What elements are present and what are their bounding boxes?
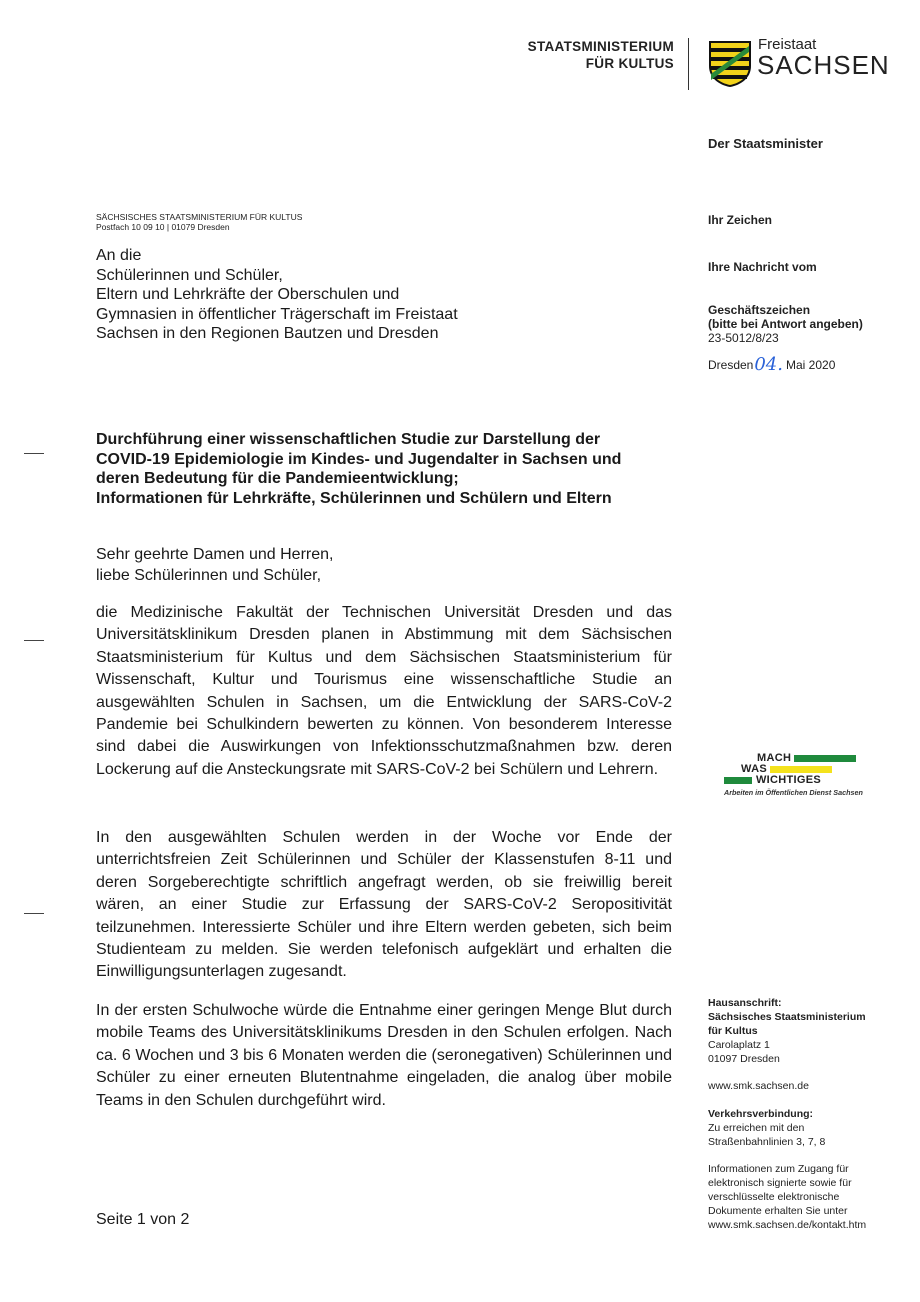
file-number-block bbox=[708, 303, 863, 345]
address-label: Hausanschrift: bbox=[708, 997, 782, 1009]
subject-line: Durchführung einer wissenschaftlichen Studie zur Darstellung der bbox=[96, 431, 601, 448]
ministry-line-2: FÜR KULTUS bbox=[585, 56, 674, 71]
recipient-address bbox=[96, 246, 458, 344]
green-bar-left bbox=[724, 777, 752, 784]
subject-line: COVID-19 Epidemiologie im Kindes- und Jugendalter in Sachsen und bbox=[96, 450, 622, 468]
body-paragraph-2: In den ausgewählten Schulen werden in der Woche vor Ende der unterrichtsfreien Zeit Schülerinnen und Schüler der Klassenstufen 8-11 und deren Sorgeberechtigte schriftlich angefragt werden, ob sie freiwillig bereit wären, an einer Studie zur Erfassung der SARS-CoV-2 Seropositivität teilzunehmen. Interessierte Schüler und ihre Eltern werden gebeten, sich beim Studienteam zu melden. Sie werden telefonisch aufgeklärt und erhalten die Einwilligungsunterlagen zugesandt. bbox=[96, 829, 672, 981]
letter-subject bbox=[96, 430, 686, 508]
org-line-2: für Kultus bbox=[708, 1025, 758, 1037]
body-paragraph-1: die Medizinische Fakultät der Technischen Universität Dresden und das Universitätsklinikum Dresden planen in Abstimmung mit dem Sächsischen Staatsministerium für Kultus und dem Sächsischen Staatsministerium für Wissenschaft, Kultur und Tourismus eine wissenschaftliche Studie an ausgewählten Schulen in Sachsen, um die Entwicklung der SARS-CoV-2 Pandemie bei Schulkindern bewerten zu können. Von besonderem Interesse sind dabei die Auswirkungen von Infektionsschutzmaßnahmen bzw. deren Lockerung auf die Ansteckungsrate mit SARS-CoV-2 bei Schülern und Lehrern. bbox=[96, 604, 672, 778]
recipient-line: An die bbox=[96, 247, 142, 264]
salutation-line-1: Sehr geehrte Damen und Herren, bbox=[96, 546, 334, 563]
header-divider bbox=[688, 38, 689, 90]
org-line-1: Sächsisches Staatsministerium bbox=[708, 1011, 866, 1023]
city: 01097 Dresden bbox=[708, 1053, 780, 1065]
info-line: Dokumente erhalten Sie unter bbox=[708, 1205, 848, 1217]
state-label-large: SACHSEN bbox=[757, 50, 890, 80]
campaign-word-1: MACH bbox=[757, 752, 792, 764]
fold-mark bbox=[24, 913, 44, 914]
yellow-bar bbox=[770, 766, 832, 773]
mach-was-wichtiges-logo bbox=[722, 752, 862, 800]
info-line: verschlüsselte elektronische bbox=[708, 1191, 840, 1203]
transport-label: Verkehrsverbindung: bbox=[708, 1108, 814, 1120]
green-bar bbox=[794, 755, 856, 762]
street: Carolaplatz 1 bbox=[708, 1039, 770, 1051]
transport-block bbox=[708, 1107, 908, 1149]
recipient-line: Gymnasien in öffentlicher Trägerschaft im Freistaat bbox=[96, 305, 458, 323]
date-month-year: Mai 2020 bbox=[786, 358, 836, 372]
recipient-line: Schülerinnen und Schüler, bbox=[96, 266, 283, 284]
recipient-line: Sachsen in den Regionen Bautzen und Dresden bbox=[96, 325, 439, 342]
electronic-access-info bbox=[708, 1162, 908, 1232]
fold-mark bbox=[24, 453, 44, 454]
file-number-label: Geschäftszeichen bbox=[708, 303, 811, 317]
ministry-name bbox=[528, 38, 674, 72]
transport-line-1: Zu erreichen mit den bbox=[708, 1122, 805, 1134]
postal-address-block bbox=[708, 996, 908, 1066]
body-paragraph-3: In der ersten Schulwoche würde die Entnahme einer geringen Menge Blut durch mobile Teams des Universitätsklinikums Dresden in den Schulen erfolgen. Nach ca. 6 Wochen und 3 bis 6 Monaten werden die (seronegativen) Schülerinnen und Schüler zu einer erneuten Blutentnahme eingeladen, die analog über mobile Teams in den Schulen durchgeführt wird. bbox=[96, 1002, 672, 1109]
campaign-tagline: Arbeiten im Öffentlichen Dienst Sachsen bbox=[724, 788, 863, 797]
file-number-hint: (bitte bei Antwort angeben) bbox=[708, 317, 863, 331]
salutation bbox=[96, 544, 333, 586]
file-number-value: 23-5012/8/23 bbox=[708, 331, 779, 345]
page-number: Seite 1 von 2 bbox=[96, 1211, 190, 1228]
state-label-small: Freistaat bbox=[758, 36, 817, 53]
sender-address bbox=[96, 212, 302, 232]
transport-line-2: Straßenbahnlinien 3, 7, 8 bbox=[708, 1136, 826, 1148]
your-message-label: Ihre Nachricht vom bbox=[708, 260, 817, 274]
signatory-role: Der Staatsminister bbox=[708, 136, 823, 151]
subject-line: deren Bedeutung für die Pandemieentwicklung; bbox=[96, 470, 459, 487]
your-reference-label: Ihr Zeichen bbox=[708, 213, 773, 227]
ministry-line-1: STAATSMINISTERIUM bbox=[527, 39, 674, 54]
punch-mark bbox=[24, 640, 44, 641]
info-line: elektronisch signierte sowie für bbox=[708, 1177, 852, 1189]
campaign-word-3: WICHTIGES bbox=[756, 774, 822, 786]
sender-line-1: SÄCHSISCHES STAATSMINISTERIUM FÜR KULTUS bbox=[96, 212, 303, 222]
recipient-line: Eltern und Lehrkräfte der Oberschulen und bbox=[96, 286, 400, 303]
subject-line: Informationen für Lehrkräfte, Schülerinnen und Schülern und Eltern bbox=[96, 489, 612, 507]
salutation-line-2: liebe Schülerinnen und Schüler, bbox=[96, 567, 322, 584]
info-line: www.smk.sachsen.de/kontakt.htm bbox=[708, 1219, 867, 1231]
letter-date bbox=[708, 354, 836, 375]
sender-line-2: Postfach 10 09 10 | 01079 Dresden bbox=[96, 222, 230, 232]
website: www.smk.sachsen.de bbox=[708, 1080, 809, 1092]
campaign-word-2: WAS bbox=[741, 763, 767, 775]
info-line: Informationen zum Zugang für bbox=[708, 1163, 849, 1175]
handwritten-day: 04. bbox=[754, 354, 783, 375]
saxony-coat-of-arms-icon bbox=[708, 40, 752, 88]
date-place: Dresden bbox=[708, 358, 754, 372]
